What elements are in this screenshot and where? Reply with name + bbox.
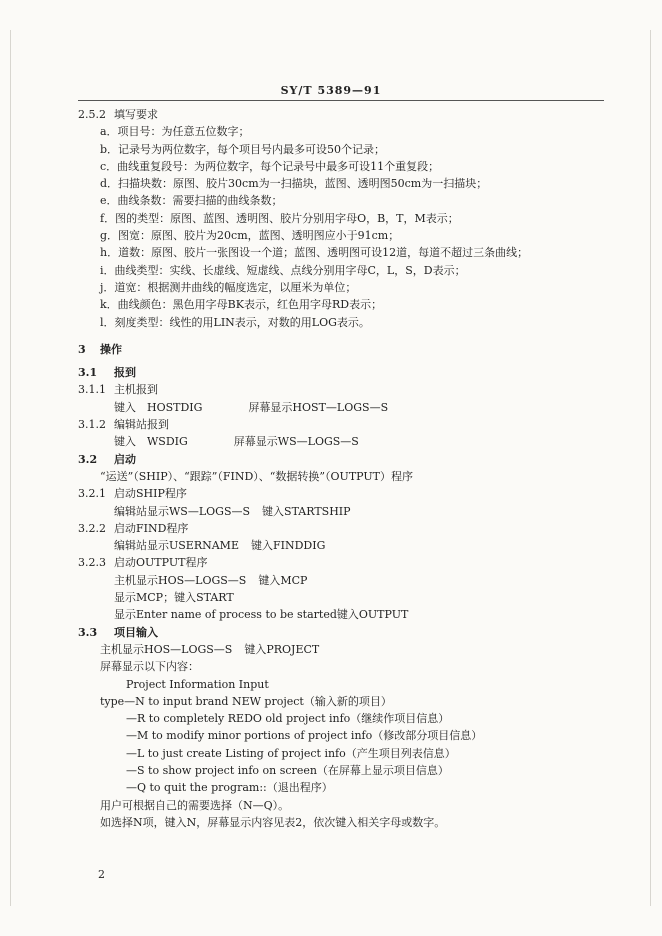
- menu-title: Project Information Input: [126, 677, 269, 691]
- menu-option: —M to modify minor portions of project info（修改部分项目信息）: [126, 729, 483, 743]
- requirement-item: b．记录号为两位数字，每个项目号内最多可设50个记录；: [100, 142, 386, 156]
- menu-option: type—N to input brand NEW project（输入新的项目）: [100, 694, 392, 708]
- menu-option: —L to just create Listing of project info（产生项目列表信息）: [126, 746, 456, 760]
- section-3-2-heading: 3.2 启动: [78, 452, 136, 466]
- page-header: SY/T 5389—91: [280, 84, 382, 97]
- requirement-item: j．道宽：根据测井曲线的幅度选定，以厘米为单位；: [100, 280, 357, 294]
- section-3-1-heading: 3.1 报到: [78, 366, 136, 380]
- requirement-item: k．曲线颜色：黑色用字母BK表示，红色用字母RD表示；: [100, 298, 383, 312]
- instruction-line: 显示Enter name of process to be started键入OUTPUT: [114, 608, 409, 622]
- menu-option: —S to show project info on screen（在屏幕上显示项目信息）: [126, 763, 449, 777]
- requirement-item: h．道数：原图、胶片一张图设一个道；蓝图、透明图可设12道，每道不超过三条曲线；: [100, 246, 529, 260]
- requirement-item: i．曲线类型：实线、长虚线、短虚线、点线分别用字母C，L，S，D表示；: [100, 263, 466, 277]
- section-3-2-1-heading: 3.2.1 启动SHIP程序: [78, 487, 187, 501]
- section-3-heading: 3 操作: [78, 342, 122, 356]
- startup-description: “运送”（SHIP）、“跟踪”（FIND）、“数据转换”（OUTPUT）程序: [100, 469, 413, 483]
- note-line: 用户可根据自己的需要选择（N—Q）。: [100, 798, 290, 812]
- section-2-5-2-heading: 2.5.2 填写要求: [78, 108, 158, 121]
- requirement-item: e．曲线条数：需要扫描的曲线条数；: [100, 194, 283, 208]
- instruction-line: 编辑站显示WS—LOGS—S 键入STARTSHIP: [114, 504, 351, 518]
- requirement-item: d．扫描块数：原图、胶片30cm为一扫描块，蓝图、透明图50cm为一扫描块；: [100, 177, 488, 191]
- section-3-3-heading: 3.3 项目输入: [78, 625, 158, 639]
- instruction-line: 编辑站显示USERNAME 键入FINDDIG: [114, 539, 326, 553]
- section-3-1-2-heading: 3.1.2 编辑站报到: [78, 418, 169, 432]
- menu-option: —Q to quit the program::（退出程序）: [126, 781, 333, 795]
- requirement-item: a．项目号：为任意五位数字；: [100, 125, 250, 139]
- menu-option: —R to completely REDO old project info（继续作项目信息）: [126, 712, 450, 726]
- requirement-item: l．刻度类型：线性的用LIN表示，对数的用LOG表示。: [100, 315, 370, 329]
- scan-edge-right: [650, 30, 651, 906]
- section-3-2-2-heading: 3.2.2 启动FIND程序: [78, 521, 189, 535]
- scan-edge-left: [10, 30, 11, 906]
- requirement-item: g．图宽：原图、胶片为20cm，蓝图、透明图应小于91cm；: [100, 229, 400, 243]
- page-number: 2: [98, 868, 105, 881]
- header-rule: [78, 100, 604, 101]
- instruction-line: 显示MCP；键入START: [114, 591, 234, 605]
- instruction-line: 键入 WSDIG 屏幕显示WS—LOGS—S: [114, 435, 359, 449]
- instruction-line: 屏幕显示以下内容：: [100, 660, 199, 674]
- section-3-2-3-heading: 3.2.3 启动OUTPUT程序: [78, 556, 208, 570]
- instruction-line: 键入 HOSTDIG 屏幕显示HOST—LOGS—S: [114, 400, 389, 414]
- requirement-item: f．图的类型：原图、蓝图、透明图、胶片分别用字母O，B，T，M表示；: [100, 211, 459, 225]
- instruction-line: 主机显示HOS—LOGS—S 键入MCP: [114, 573, 308, 587]
- document-body: [78, 106, 604, 831]
- note-line: 如选择N项，键入N，屏幕显示内容见表2，依次键入相关字母或数字。: [100, 815, 446, 829]
- section-3-1-1-heading: 3.1.1 主机报到: [78, 383, 158, 397]
- instruction-line: 主机显示HOS—LOGS—S 键入PROJECT: [100, 642, 320, 656]
- requirement-item: c．曲线重复段号：为两位数字，每个记录号中最多可设11个重复段；: [100, 159, 440, 173]
